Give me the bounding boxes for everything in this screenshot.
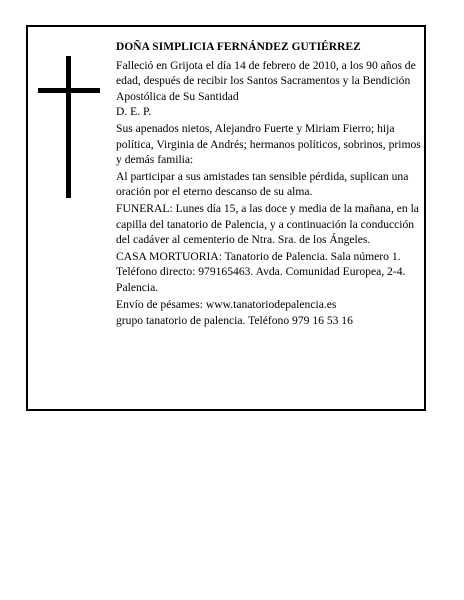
death-info-text: Falleció en Grijota el día 14 de febrero de 2010, a los 90 años de edad, después de recibir los Santos Sacramentos y la Bendición Apostólica de Su Santidad <box>116 58 416 103</box>
cross-horizontal-bar <box>38 88 100 93</box>
dep-text: D. E. P. <box>116 105 152 119</box>
prayer-request: Al participar a sus amistades tan sensible pérdida, suplican una oración por el eterno descanso de su alma. <box>116 169 409 199</box>
notice-text <box>116 40 422 330</box>
cross-vertical-bar <box>66 56 71 198</box>
obituary-notice <box>26 25 426 411</box>
family-list: Sus apenados nietos, Alejandro Fuerte y Miriam Fierro; hija política, Virginia de Andrés; hermanos políticos, sobrinos, primos y demás familia: <box>116 121 421 167</box>
cross-icon <box>38 56 100 198</box>
deceased-name: DOÑA SIMPLICIA FERNÁNDEZ GUTIÉRREZ <box>116 41 361 53</box>
casa-mortuoria-details: CASA MORTUORIA: Tanatorio de Palencia. Sala número 1. Teléfono directo: 979165463. Avda. Comunidad Europea, 2-4. Palencia. <box>116 249 406 294</box>
funeral-details: FUNERAL: Lunes día 15, a las doce y media de la mañana, en la capilla del tanatorio de Palencia, y a continuación la conducción del cadáver al cementerio de Ntra. Sra. de los Ángeles. <box>116 201 419 247</box>
group-line: grupo tanatorio de palencia. Teléfono 979 16 53 16 <box>116 314 353 328</box>
death-info <box>116 58 422 120</box>
condolences-line: Envío de pésames: www.tanatoriodepalencia.es <box>116 297 337 311</box>
